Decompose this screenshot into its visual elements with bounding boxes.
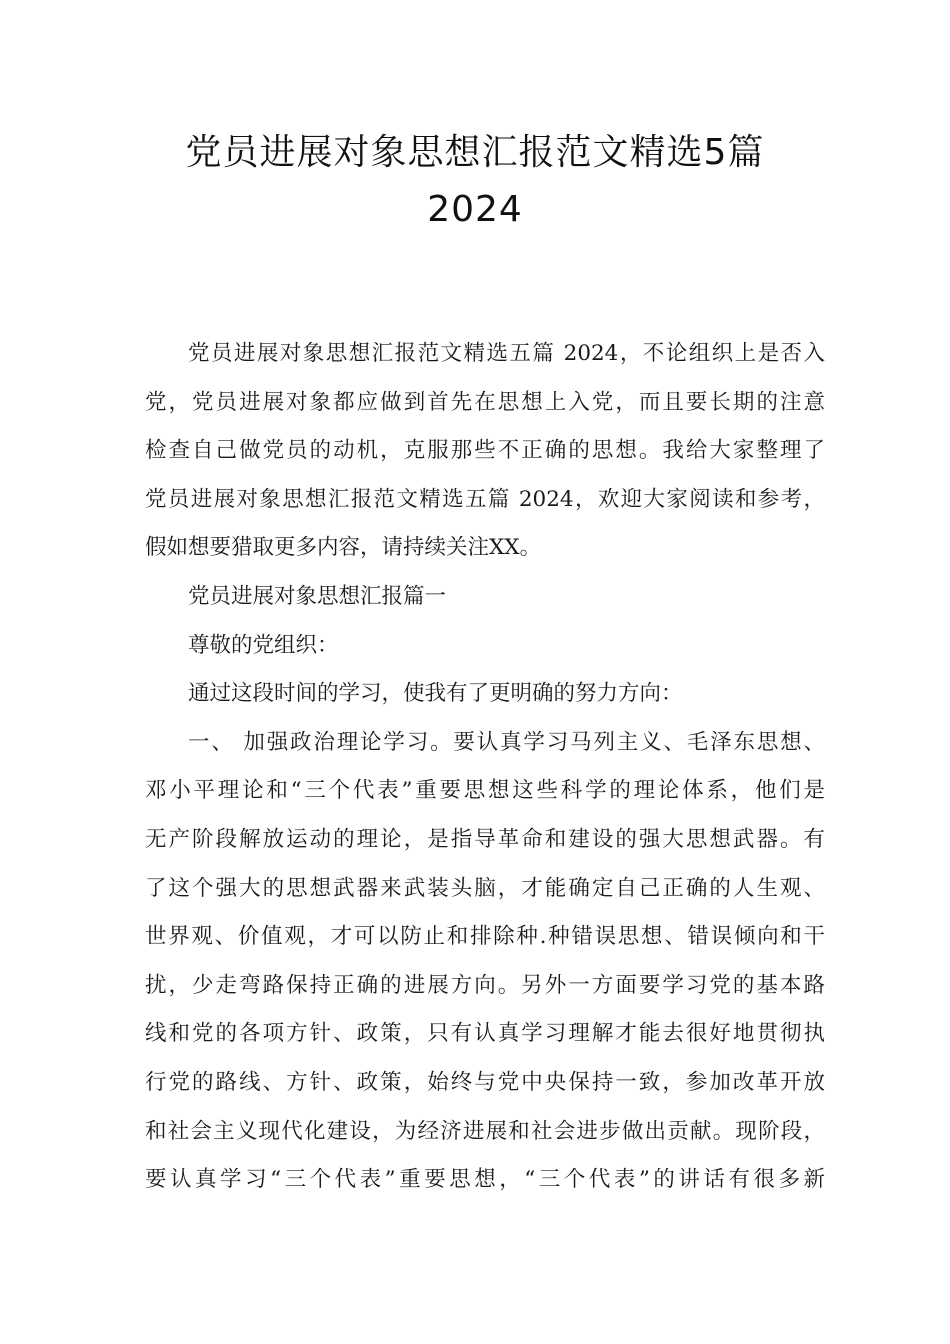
paragraph-line: 行党的路线、方针、政策，始终与党中央保持一致，参加改革开放	[145, 1069, 825, 1095]
paragraph-line: 扰，少走弯路保持正确的进展方向。另外一方面要学习党的基本路	[145, 972, 825, 998]
paragraph-line: 党，党员进展对象都应做到首先在思想上入党，而且要长期的注意	[145, 389, 825, 415]
paragraph-line: 假如想要猎取更多内容，请持续关注XX。	[145, 535, 542, 561]
paragraph-line: 通过这段时间的学习，使我有了更明确的努力方向：	[188, 681, 683, 707]
salutation: 尊敬的党组织：	[188, 632, 339, 658]
document-title	[100, 124, 850, 238]
paragraph-line: 无产阶段解放运动的理论，是指导革命和建设的强大思想武器。有	[145, 826, 825, 852]
paragraph-line: 一、 加强政治理论学习。要认真学习马列主义、毛泽东思想、	[188, 729, 825, 755]
section-heading: 党员进展对象思想汇报篇一	[188, 583, 447, 609]
paragraph-line: 线和党的各项方针、政策，只有认真学习理解才能去很好地贯彻执	[145, 1021, 825, 1047]
paragraph-line: 了这个强大的思想武器来武装头脑，才能确定自己正确的人生观、	[145, 875, 825, 901]
paragraph-line: 要认真学习“三个代表”重要思想，“三个代表”的讲话有很多新	[145, 1167, 825, 1193]
paragraph-line: 和社会主义现代化建设，为经济进展和社会进步做出贡献。现阶段，	[145, 1118, 825, 1144]
paragraph-line: 党员进展对象思想汇报范文精选五篇 2024，不论组织上是否入	[188, 341, 825, 366]
paragraph-line: 检查自己做党员的动机，克服那些不正确的思想。我给大家整理了	[145, 438, 825, 464]
paragraph-line: 邓小平理论和“三个代表”重要思想这些科学的理论体系，他们是	[145, 778, 825, 804]
document-body	[145, 330, 825, 1205]
paragraph-line: 世界观、价值观，才可以防止和排除种.种错误思想、错误倾向和干	[145, 924, 825, 950]
title-line-2: 2024	[427, 189, 523, 230]
title-line-1: 党员进展对象思想汇报范文精选5篇	[185, 132, 765, 173]
paragraph-line: 党员进展对象思想汇报范文精选五篇 2024，欢迎大家阅读和参考，	[145, 486, 825, 512]
